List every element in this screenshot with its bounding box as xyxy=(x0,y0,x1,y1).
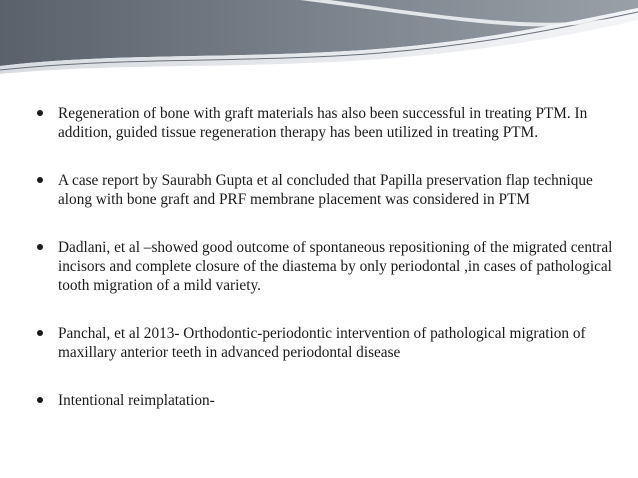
bullet-text-3: Dadlani, et al –showed good outcome of spontaneous repositioning of the migrated central incisors and complete closure of the diastema by only periodontal ,in cases of pathological tooth migration of a mild variety. xyxy=(58,239,613,294)
bullet-dot-icon xyxy=(37,110,43,116)
bullet-item-4 xyxy=(36,324,616,362)
bullet-item-5 xyxy=(36,391,616,410)
bullet-text-5: Intentional reimplatation- xyxy=(58,392,215,409)
bullet-list xyxy=(36,104,616,439)
bullet-dot-icon xyxy=(37,177,43,183)
bullet-item-3 xyxy=(36,238,616,295)
bullet-item-2 xyxy=(36,171,616,209)
bullet-text-2: A case report by Saurabh Gupta et al concluded that Papilla preservation flap technique along with bone graft and PRF membrane placement was considered in PTM xyxy=(58,172,593,208)
bullet-dot-icon xyxy=(37,244,43,250)
bullet-item-1 xyxy=(36,104,616,142)
bullet-dot-icon xyxy=(37,397,43,403)
bullet-text-4: Panchal, et al 2013- Orthodontic-periodontic intervention of pathological migration of maxillary anterior teeth in advanced periodontal disease xyxy=(58,325,586,361)
bullet-dot-icon xyxy=(37,330,43,336)
bullet-text-1: Regeneration of bone with graft materials has also been successful in treating PTM. In addition, guided tissue regeneration therapy has been utilized in treating PTM. xyxy=(58,105,588,141)
header-wave-decoration xyxy=(0,0,638,80)
